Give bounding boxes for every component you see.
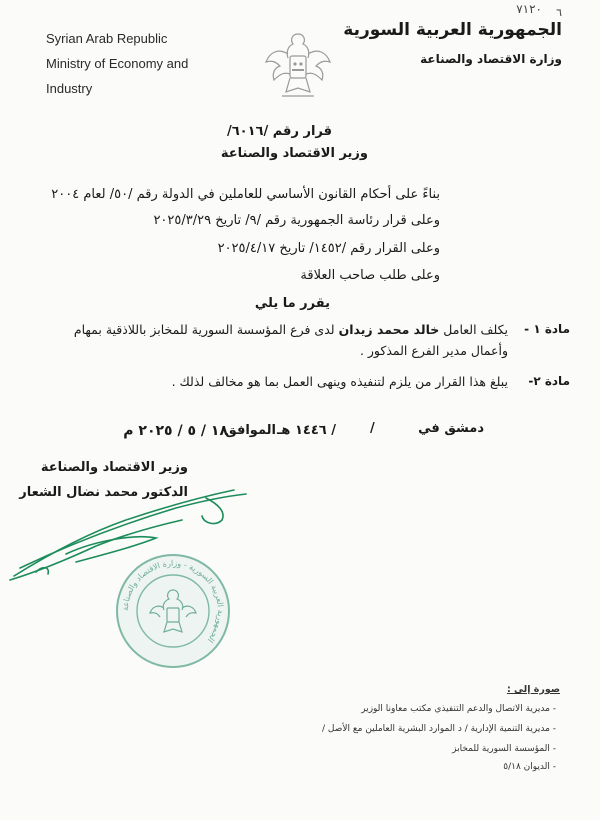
stamp-ring-text: الجمهورية العربية السورية - وزارة الاقتصاد والصناعة: [120, 558, 226, 645]
preamble-line-4: وعلى طلب صاحب العلاقة: [300, 268, 440, 283]
article-2-text: يبلغ هذا القرار من يلزم لتنفيذه وينهى العمل بما هو مخالف لذلك .: [171, 374, 508, 389]
article-1-text-after: لدى فرع المؤسسة السورية للمخابز باللاذقية بمهام وأعمال مدير الفرع المذكور .: [73, 322, 508, 358]
signatory-title: وزير الاقتصاد والصناعة: [40, 460, 188, 475]
article-1-text-before: يكلف العامل: [443, 322, 508, 337]
article-2-label: مادة ٢-: [528, 374, 570, 388]
date-agreement-word: الموافق: [225, 423, 276, 438]
date-place: دمشق في: [418, 421, 484, 436]
header-en-line-1: Syrian Arab Republic: [46, 31, 168, 46]
header-en-line-3: Industry: [46, 81, 93, 96]
date-separator: /: [370, 421, 375, 436]
article-1-text: [48, 319, 508, 361]
header-en-line-2: Ministry of Economy and: [46, 56, 189, 71]
handwritten-reference-number: ٧١٢٠: [516, 2, 542, 16]
decides-heading: يقرر ما يلي: [254, 296, 330, 311]
preamble-line-3: وعلى القرار رقم /١٤٥٢/ تاريخ ٢٠٢٥/٤/١٧: [217, 241, 440, 256]
decision-number: قرار رقم /٦٠١٦/: [226, 124, 332, 139]
date-gregorian: ١٨ / ٥ / ٢٠٢٥ م: [123, 423, 228, 439]
date-hijri: / ١٤٤٦ هـ: [276, 423, 336, 438]
copies-item-2: - مديرية التنمية الإدارية / د الموارد البشرية العاملين مع الأصل /: [322, 724, 556, 734]
copies-item-3: - المؤسسة السورية للمخابز: [452, 744, 556, 754]
preamble-line-1: بناءً على أحكام القانون الأساسي للعاملين في الدولة رقم /٥٠/ لعام ٢٠٠٤: [51, 187, 440, 202]
header-arabic-ministry: وزارة الاقتصاد والصناعة: [420, 52, 562, 66]
official-stamp: [114, 552, 232, 670]
header-arabic-republic: الجمهورية العربية السورية: [343, 20, 562, 40]
syrian-eagle-emblem-icon: [262, 26, 334, 106]
copies-item-4: - الديوان ٥/١٨: [503, 762, 556, 772]
signatory-name: الدكتور محمد نضال الشعار: [19, 485, 188, 500]
handwritten-mark: ٦: [556, 6, 562, 19]
copies-item-1: - مديرية الاتصال والدعم التنفيذي مكتب معاونا الوزير: [361, 704, 556, 714]
copies-title: صورة إلى :: [506, 684, 560, 695]
article-1-label: مادة ١ -: [524, 322, 570, 336]
header-english: [46, 26, 188, 101]
article-1-employee-name: خالد محمد زيدان: [338, 322, 440, 337]
decision-issuer: وزير الاقتصاد والصناعة: [220, 146, 368, 161]
preamble-line-2: وعلى قرار رئاسة الجمهورية رقم /٩/ تاريخ ٢٠٢٥/٣/٢٩: [153, 213, 440, 228]
